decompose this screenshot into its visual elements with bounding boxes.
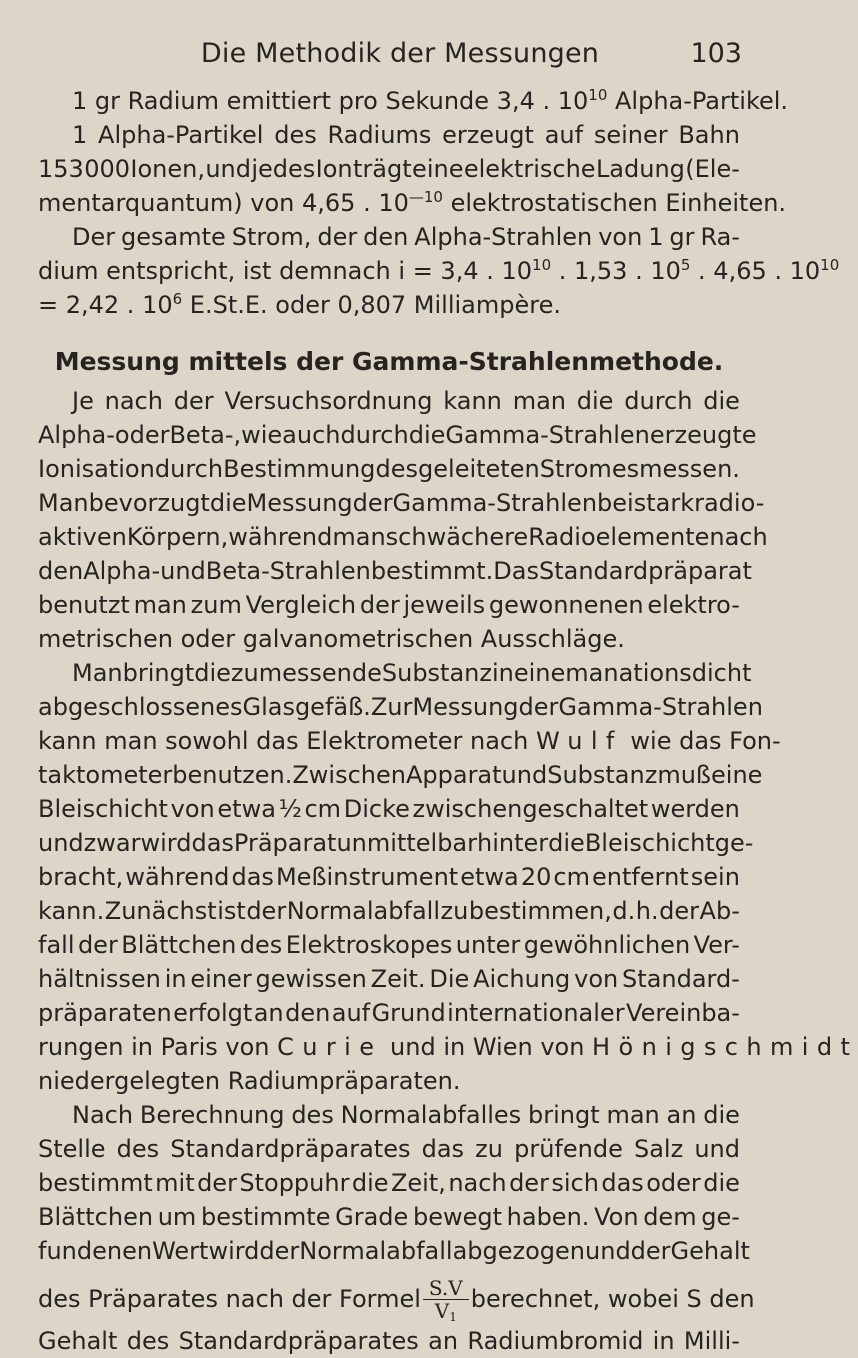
text-run: . 1,53 . 10: [551, 257, 681, 285]
author-name-wulf: Wulf: [535, 727, 623, 755]
text-run: mentarquantum) von 4,65 . 10: [38, 189, 409, 217]
formula-numerator: S.V: [423, 1278, 469, 1300]
text-run: E.St.E. oder 0,807 Milliampère.: [182, 291, 561, 319]
exponent: 10: [588, 86, 608, 104]
text-line: bracht, während das Meßinstrument etwa 20 cm entfernt sein: [38, 863, 740, 891]
text-line: taktometer benutzen. Zwischen Apparat und Substanz muß eine: [38, 761, 763, 789]
text-line: 1 Alpha-Partikel des Radiums erzeugt auf seiner Bahn: [72, 121, 740, 149]
page-number: 103: [690, 38, 742, 69]
text-line: [38, 724, 781, 758]
text-run: rungen in Paris von: [38, 1033, 278, 1061]
text-line: [38, 186, 787, 220]
text-run: . 4,65 . 10: [690, 257, 821, 285]
text-run: dium entspricht, ist demnach i = 3,4 . 10: [38, 257, 533, 285]
text-line: den Alpha- und Beta-Strahlen bestimmt. Das Standardpräparat: [38, 557, 752, 585]
text-line: präparaten erfolgt an den auf Grund internationaler Vereinba-: [38, 999, 740, 1027]
formula-subscript: 1: [449, 1309, 457, 1324]
text-run: des Präparates nach der Formel: [38, 1285, 421, 1313]
text-line: [38, 254, 840, 288]
text-line: [38, 84, 789, 118]
text-line: Blättchen um bestimmte Grade bewegt haben. Von dem ge-: [38, 1203, 740, 1231]
exponent: 10: [532, 256, 552, 274]
text-run: berechnet, wobei S den: [470, 1285, 755, 1313]
text-line: Je nach der Versuchsordnung kann man die durch die: [72, 387, 740, 415]
running-title: Die Methodik der Messungen: [200, 38, 600, 69]
text-line: [38, 1030, 858, 1064]
author-name-curie: Curie: [277, 1033, 383, 1061]
text-line: fundenen Wert wird der Normalabfall abgezogen und der Gehalt: [38, 1237, 750, 1265]
text-line: Der gesamte Strom, der den Alpha-Strahlen von 1 gr Ra-: [72, 223, 740, 251]
text-line: Ionisation durch Bestimmung des geleiteten Stromes messen.: [38, 455, 740, 483]
body-text: [38, 84, 858, 1358]
text-line: benutzt man zum Vergleich der jeweils gewonnenen elektro-: [38, 591, 740, 619]
formula-denominator: $V_1$: [434, 1298, 457, 1324]
text-run: = 2,42 . 10: [38, 291, 173, 319]
text-run: 1 gr Radium emittiert pro Sekunde 3,4 . 10: [72, 87, 589, 115]
text-run: wie das Fon-: [622, 727, 781, 755]
text-line: Stelle des Standardpräparates das zu prüfende Salz und: [38, 1135, 740, 1163]
text-line: fall der Blättchen des Elektroskopes unter gewöhnlichen Ver-: [38, 931, 740, 959]
text-run: elektrostatischen Einheiten.: [442, 189, 787, 217]
text-line: bestimmt mit der Stoppuhr die Zeit, nach der sich das oder die: [38, 1169, 740, 1197]
exponent: 5: [680, 256, 691, 274]
author-name-hoenigschmidt: Hönigschmidt: [592, 1033, 858, 1061]
text-line: [38, 288, 740, 322]
text-line: Bleischicht von etwa ½ cm Dicke zwischengeschaltet werden: [38, 795, 740, 823]
running-head: [58, 34, 742, 74]
text-run: Alpha-Partikel.: [607, 87, 789, 115]
text-line: und zwar wird das Präparat unmittelbar hinter die Bleischicht ge-: [38, 829, 754, 857]
text-line: Man bevorzugt die Messung der Gamma-Strahlen bei stark radio-: [38, 489, 765, 517]
text-line: metrischen oder galvanometrischen Ausschläge.: [38, 625, 625, 653]
exponent: —10: [408, 188, 443, 206]
text-line: hältnissen in einer gewissen Zeit. Die Aichung von Standard-: [38, 965, 740, 993]
text-run: kann man sowohl das Elektrometer nach: [38, 727, 536, 755]
text-line: niedergelegten Radiumpräparaten.: [38, 1067, 461, 1095]
text-line: Alpha- oder Beta-, wie auch durch die Gamma-Strahlen erzeugte: [38, 421, 757, 449]
text-line: aktiven Körpern, während man schwächere Radioelemente nach: [38, 523, 768, 551]
text-line: Gehalt des Standardpräparates an Radiumbromid in Milli-: [38, 1327, 740, 1355]
text-line: abgeschlossenes Glasgefäß. Zur Messung der Gamma-Strahlen: [38, 693, 763, 721]
formula-fraction: [423, 1275, 469, 1324]
text-line: Nach Berechnung des Normalabfalles bringt man an die: [72, 1101, 740, 1129]
text-line: Man bringt die zu messende Substanz in ein emanationsdicht: [72, 659, 752, 687]
exponent: 6: [172, 290, 183, 308]
text-line: kann. Zunächst ist der Normalabfall zu bestimmen, d. h. der Ab-: [38, 897, 740, 925]
text-line-with-formula: [38, 1274, 755, 1324]
text-line: 153 000 Ionen, und jedes Ion trägt eine elektrische Ladung (Ele-: [38, 155, 740, 183]
text-run: und in Wien von: [382, 1033, 593, 1061]
section-heading: Messung mittels der Gamma-Strahlenmethode.: [54, 347, 724, 376]
exponent: 10: [820, 256, 840, 274]
